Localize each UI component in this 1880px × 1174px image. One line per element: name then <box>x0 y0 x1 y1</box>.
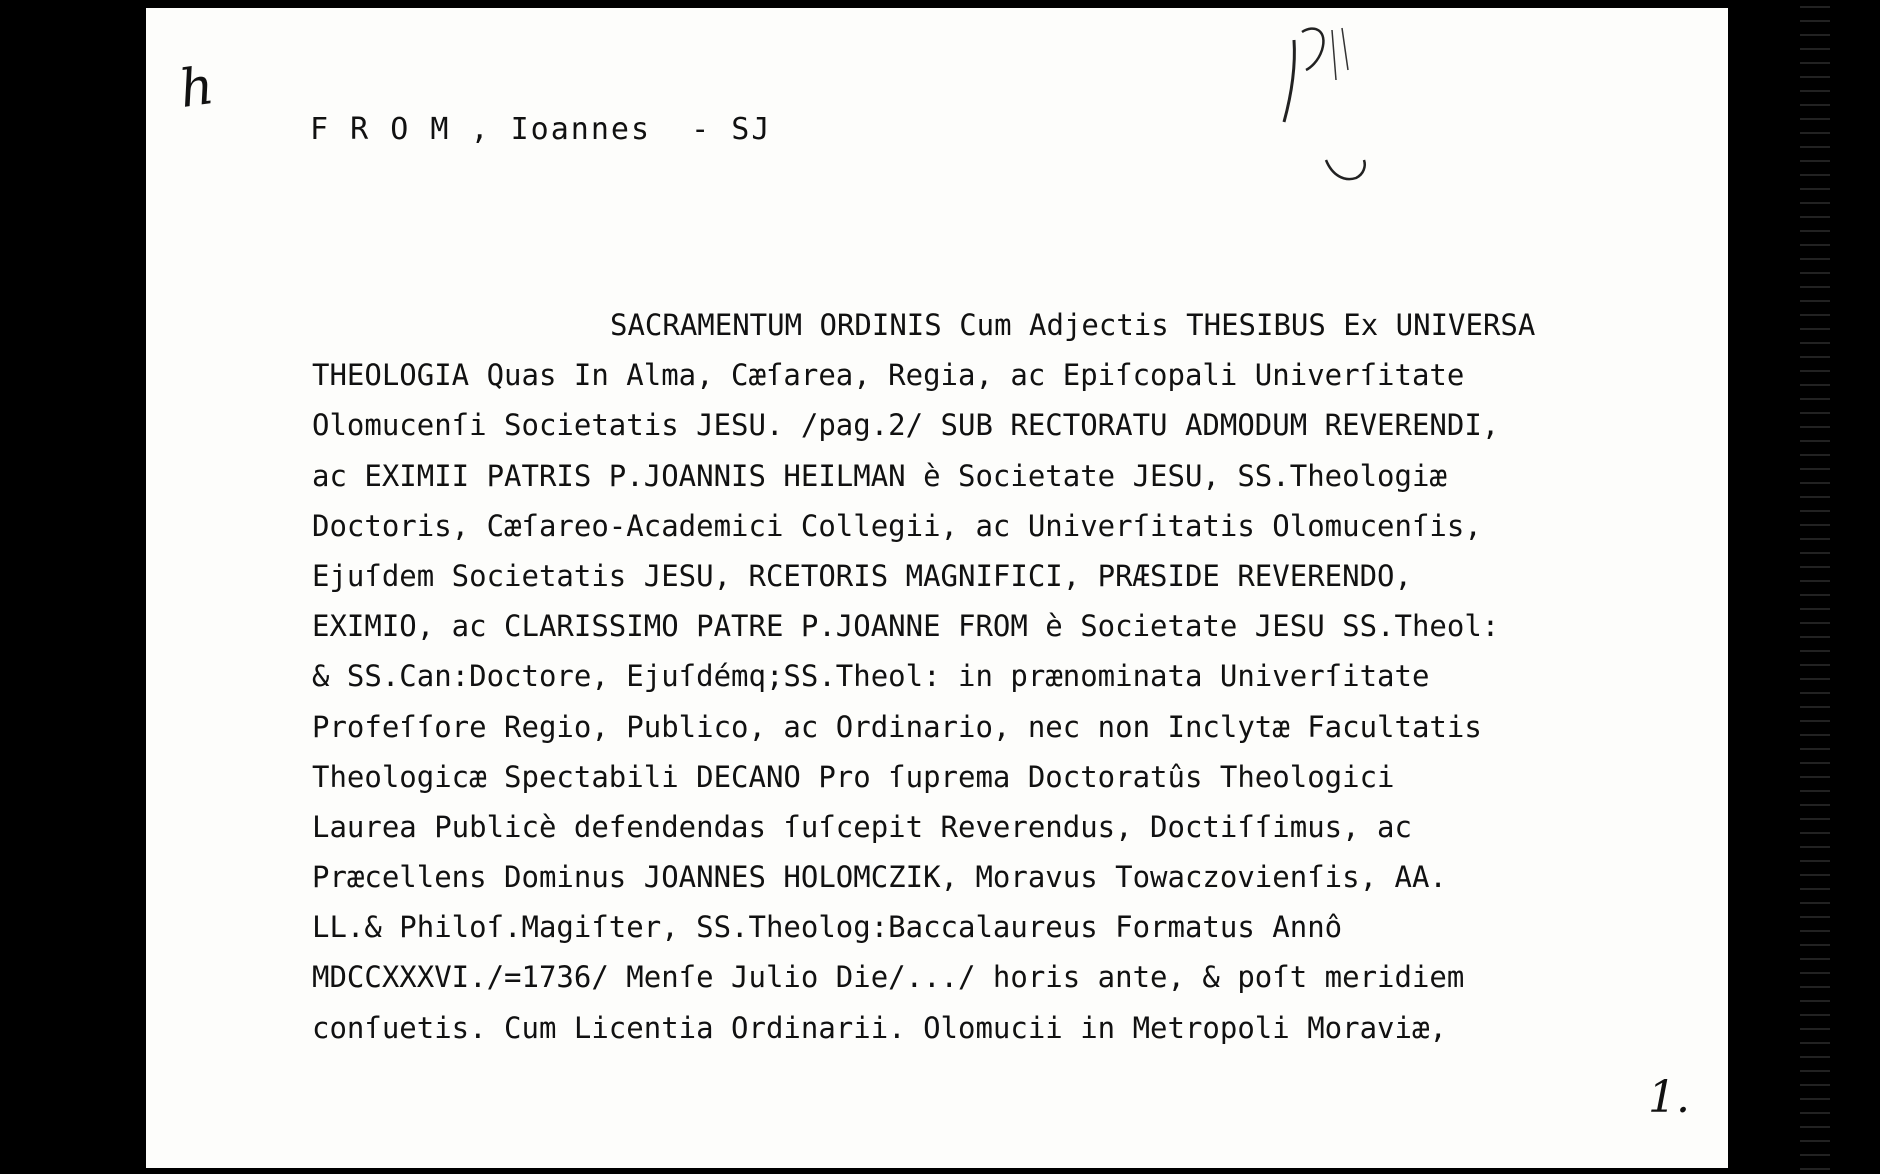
text-line: Olomucenſi Societatis JESU. /pag.2/ SUB RECTORATU ADMODUM REVERENDI, <box>312 408 1500 443</box>
text-line: & SS.Can:Doctore, Ejuſdémq;SS.Theol: in prænominata Univerſitate <box>312 659 1430 694</box>
text-line: THEOLOGIA Quas In Alma, Cæſarea, Regia, ac Epiſcopali Univerſitate <box>312 358 1465 393</box>
title-transcription <box>312 300 1692 1053</box>
text-line: ac EXIMII PATRIS P.JOANNIS HEILMAN è Societate JESU, SS.Theologiæ <box>312 458 1447 493</box>
film-edge-strip <box>1800 0 1830 1174</box>
card-heading: F R O M , Ioannes - SJ <box>310 112 772 147</box>
handwritten-signature-mark <box>1272 10 1382 200</box>
text-line: LL.& Philoſ.Magiſter, SS.Theolog:Baccalaureus Formatus Annô <box>312 910 1343 945</box>
text-line: Præcellens Dominus JOANNES HOLOMCZIK, Moravus Towaczovienſis, AA. <box>312 860 1447 895</box>
text-line: conſuetis. Cum Licentia Ordinarii. Olomucii in Metropoli Moraviæ, <box>312 1010 1447 1045</box>
page-number: 1. <box>1648 1072 1690 1123</box>
text-line: MDCCXXXVI./=1736/ Menſe Julio Die/.../ horis ante, & poſt meridiem <box>312 960 1465 995</box>
text-line: EXIMIO, ac CLARISSIMO PATRE P.JOANNE FROM è Societate JESU SS.Theol: <box>312 609 1500 644</box>
text-line: Theologicæ Spectabili DECANO Pro ſuprema Doctoratûs Theologici <box>312 759 1395 794</box>
handwritten-corner-mark: h <box>175 55 218 121</box>
text-line: SACRAMENTUM ORDINIS Cum Adjectis THESIBUS Ex UNIVERSA <box>610 308 1536 342</box>
text-line: Profeſſore Regio, Publico, ac Ordinario, nec non Inclytæ Facultatis <box>312 709 1482 744</box>
text-line: Ejuſdem Societatis JESU, RCETORIS MAGNIFICI, PRÆSIDE REVERENDO, <box>312 558 1412 593</box>
text-line: Doctoris, Cæſareo-Academici Collegii, ac Univerſitatis Olomucenſis, <box>312 508 1482 543</box>
text-line: Laurea Publicè defendendas ſuſcepit Reverendus, Doctiſſimus, ac <box>312 809 1412 844</box>
